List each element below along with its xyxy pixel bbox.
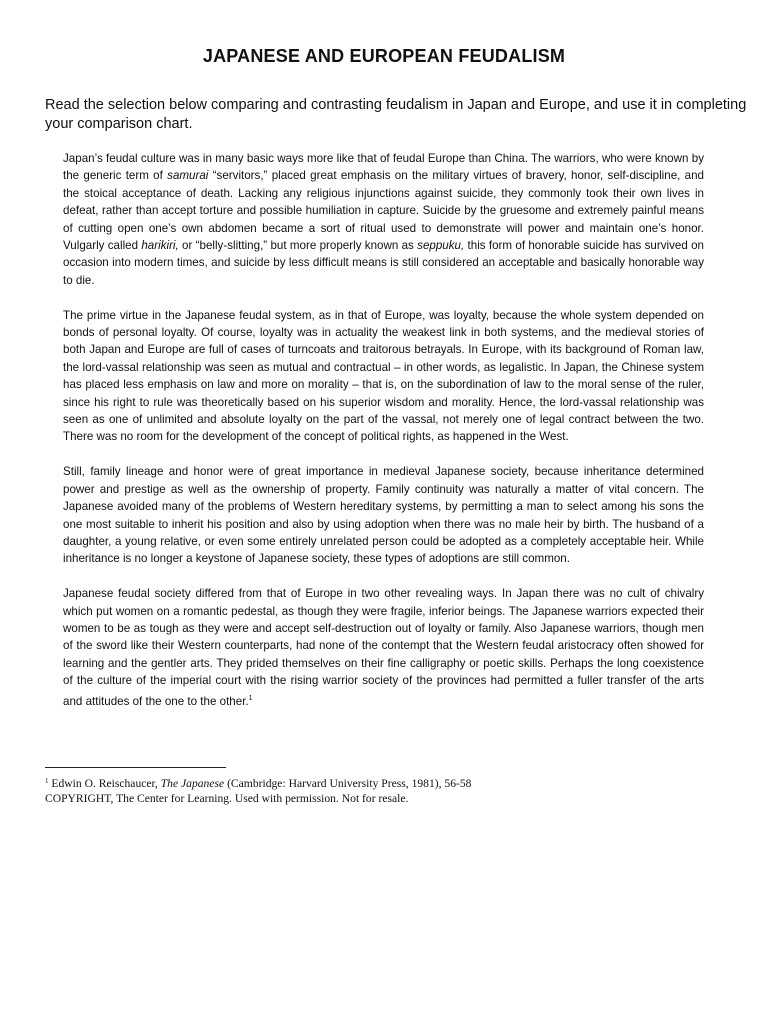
reading-passage [63, 150, 704, 727]
p4-text: Japanese feudal society differed from that of Europe in two other revealing ways. In Japan there was no cult of chivalry which put women on a romantic pedestal, as though they were fragile, inferior beings. The Japanese warriors expected their women to be as tough as they were and accept self-destruction out of loyalty or family. Also Japanese warriors, though men of the sword like their Western counterparts, had none of the contempt that the Western feudal aristocracy often showed for learning and the gentler arts. They prided themselves on their fine calligraphy or poetic skills. Perhaps the long coexistence of the culture of the imperial court with the rising warrior society of the provinces had permitted a fuller transfer of the arts and attitudes of the one to the other. [63, 587, 704, 708]
paragraph-4 [63, 585, 704, 710]
footnote-reference: 1 [248, 694, 253, 702]
term-samurai: samurai [167, 169, 209, 183]
term-harikiri: harikiri, [141, 239, 179, 253]
p1-text-c: or “belly-slitting,” but more properly known as [178, 239, 418, 253]
paragraph-1 [63, 150, 704, 289]
p1-text-b: “servitors,” placed great emphasis on the military virtues of bravery, honor, self-discipline, and the stoical acceptance of death. Lacking any religious injunctions against suicide, they commonly took their own lives in defeat, rather than accept torture and possible humiliation in capture. Suicide by the gruesome and extremely painful means of cutting open one’s own abdomen became a sort of ritual used to demonstrate will power and maintain one’s honor. Vulgarly called [63, 169, 704, 253]
footnote-citation [45, 774, 745, 791]
term-seppuku: seppuku, [417, 239, 465, 253]
paragraph-2: The prime virtue in the Japanese feudal system, as in that of Europe, was loyalty, because the whole system depended on bonds of personal loyalty. Of course, loyalty was in actuality the weakest link in both systems, and the medieval stories of both Japan and Europe are full of cases of turncoats and traitorous betrayals. In Europe, with its background of Roman law, the lord-vassal relationship was seen as mutual and contractual – in other words, as legalistic. In Japan, the Chinese system has placed less emphasis on law and more on morality – that is, on the subordination of law to the moral sense of the ruler, since his right to rule was theoretically based on his superior wisdom and morality. Hence, the lord-vassal relationship was seen as one of unlimited and absolute loyalty on the part of the vassal, not merely one of legal contract between the two. There was no room for the development of the concept of political rights, as happened in the West. [63, 308, 704, 444]
footnote-book-title: The Japanese [160, 777, 225, 790]
paragraph-3: Still, family lineage and honor were of great importance in medieval Japanese society, because inheritance determined power and prestige as well as the ownership of property. Family continuity was naturally a matter of vital concern. The Japanese avoided many of the problems of Western hereditary systems, by permitting a man to select among his sons the one most suitable to inherit his position and also by using adoption when there was no male heir by birth. The husband of a daughter, a young relative, or even some entirely unrelated person could be adopted as a completely acceptable heir. While inheritance is no longer a keystone of Japanese society, these types of adoptions are still common. [63, 465, 704, 566]
footnote-number: 1 [45, 777, 49, 785]
footnote [45, 774, 745, 806]
footnote-publication: (Cambridge: Harvard University Press, 1981), 56-58 [224, 777, 472, 790]
p1-text-d: this form of honorable suicide has survived on occasion into modern times, and suicide by less difficult means is still considered an acceptable and basically honorable way to die. [63, 239, 704, 287]
p1-text-a: Japan’s feudal culture was in many basic ways more like that of feudal Europe than China. The warriors, who were known by the generic term of [63, 152, 704, 183]
footnote-author: Edwin O. Reischaucer, [51, 777, 161, 790]
page-title: JAPANESE AND EUROPEAN FEUDALISM [202, 46, 566, 66]
footnote-divider [45, 767, 226, 768]
copyright-notice: COPYRIGHT, The Center for Learning. Used with permission. Not for resale. [45, 792, 409, 805]
intro-text: Read the selection below comparing and contrasting feudalism in Japan and Europe, and use it in completing your comparison chart. [45, 97, 747, 132]
